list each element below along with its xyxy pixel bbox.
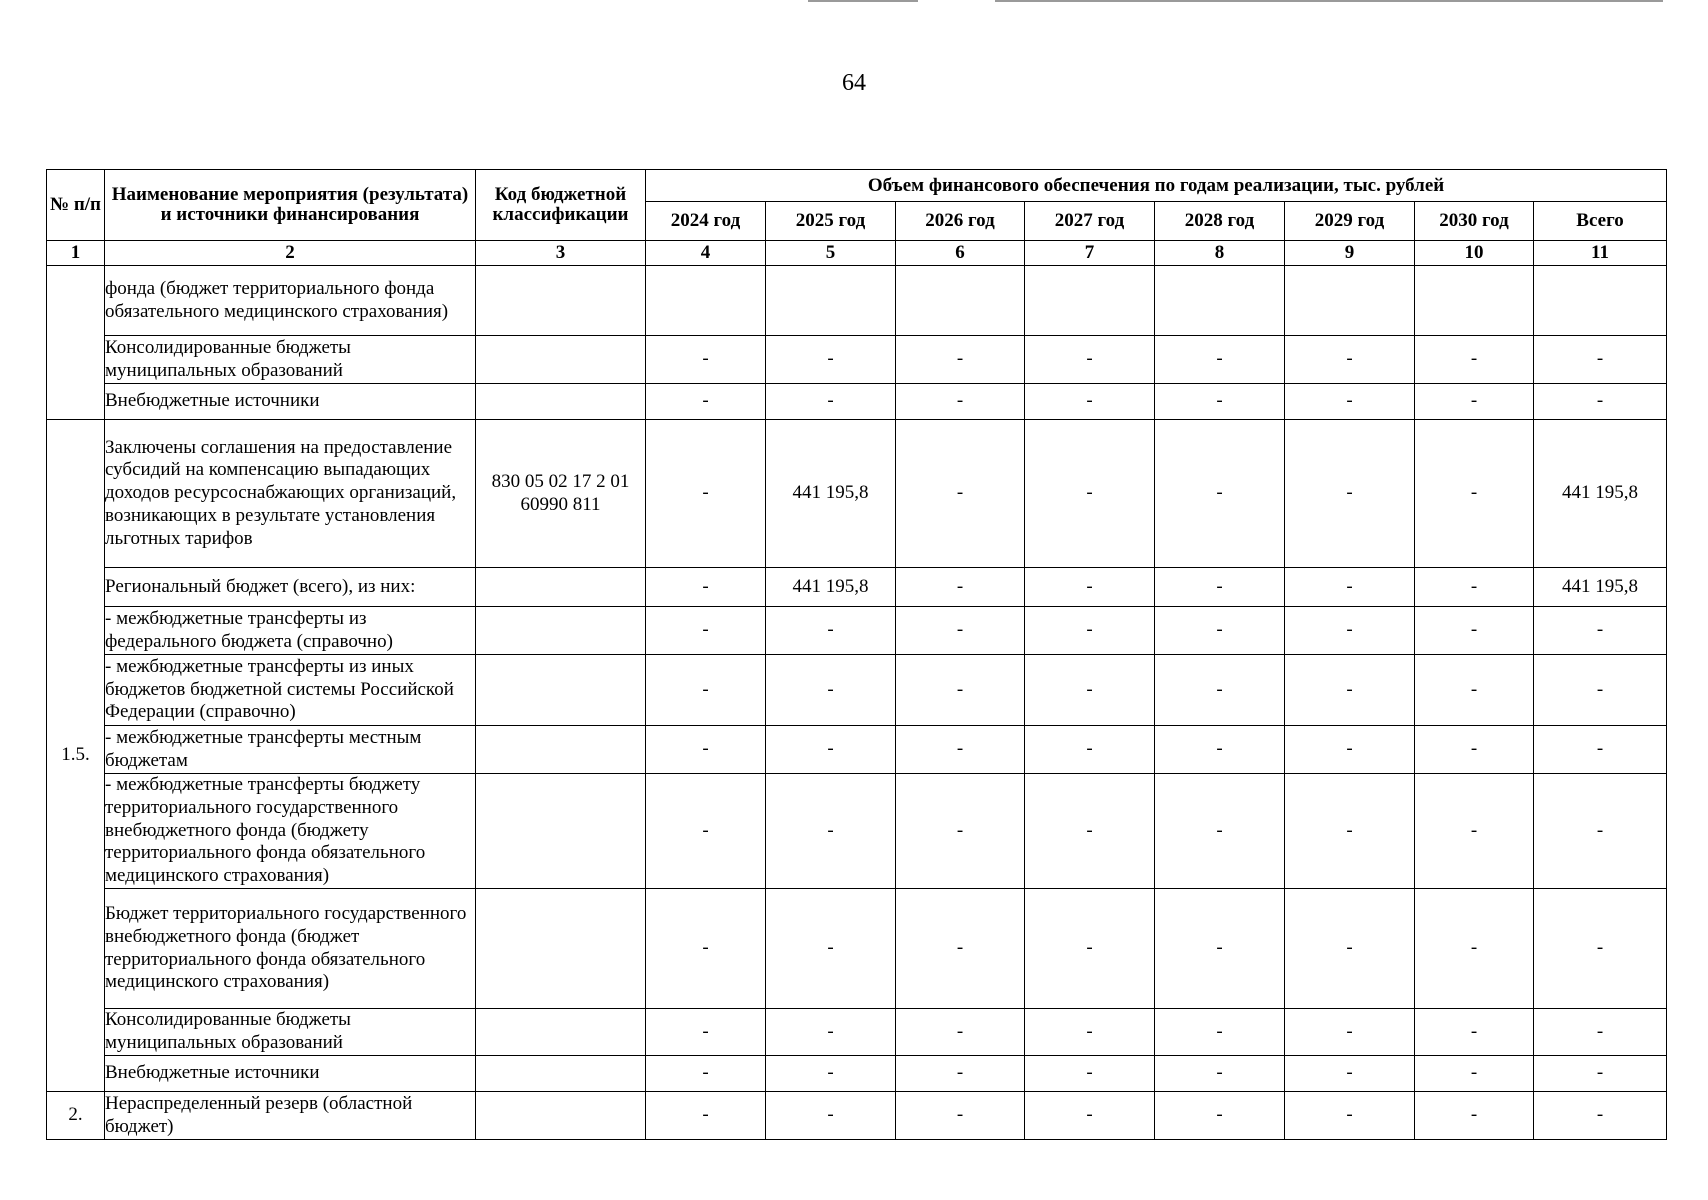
header-num: № п/п [47, 170, 105, 241]
column-number-row [47, 241, 1667, 266]
value-cell [896, 266, 1025, 336]
value-cell: - [646, 1056, 766, 1092]
header-year: 2027 год [1025, 202, 1155, 241]
value-cell: - [1155, 607, 1285, 655]
value-cell: - [1285, 384, 1415, 420]
value-cell: - [896, 568, 1025, 607]
value-cell: - [896, 420, 1025, 568]
row-name: Бюджет территориального государственного внебюджетного фонда (бюджет территориального фонда обязательного медицинского страхования) [105, 889, 476, 1009]
scan-line-right [995, 0, 1663, 2]
row-name: Заключены соглашения на предоставление субсидий на компенсацию выпадающих доходов ресурсоснабжающих организаций, возникающих в результате установления льготных тарифов [105, 420, 476, 568]
value-cell [1415, 266, 1534, 336]
value-cell: - [646, 889, 766, 1009]
row-name: Внебюджетные источники [105, 384, 476, 420]
value-cell: - [1415, 1092, 1534, 1140]
value-cell: - [646, 726, 766, 774]
column-number: 6 [896, 241, 1025, 266]
value-cell: - [1025, 774, 1155, 889]
header-year: 2029 год [1285, 202, 1415, 241]
value-cell: - [1155, 336, 1285, 384]
value-cell [1285, 266, 1415, 336]
value-cell: 441 195,8 [766, 568, 896, 607]
value-cell [766, 266, 896, 336]
value-cell: - [1415, 336, 1534, 384]
value-cell: - [896, 1009, 1025, 1056]
value-cell: - [896, 889, 1025, 1009]
value-cell: - [1534, 336, 1667, 384]
row-number: 2. [47, 1092, 105, 1140]
value-cell: - [1285, 1092, 1415, 1140]
value-cell: - [1025, 1056, 1155, 1092]
value-cell: - [646, 774, 766, 889]
value-cell: - [896, 655, 1025, 726]
value-cell: - [1415, 774, 1534, 889]
value-cell: - [896, 774, 1025, 889]
value-cell: - [1415, 1009, 1534, 1056]
row-code [476, 384, 646, 420]
table-row [47, 655, 1667, 726]
table-row [47, 726, 1667, 774]
value-cell [1025, 266, 1155, 336]
page-number: 64 [842, 70, 866, 96]
value-cell: - [1534, 384, 1667, 420]
value-cell: - [1155, 774, 1285, 889]
value-cell: - [1534, 889, 1667, 1009]
value-cell: - [1534, 1009, 1667, 1056]
table-row [47, 420, 1667, 568]
row-number [47, 266, 105, 420]
value-cell: - [1285, 607, 1415, 655]
value-cell: - [1285, 1056, 1415, 1092]
value-cell: - [766, 1092, 896, 1140]
value-cell: - [1415, 726, 1534, 774]
value-cell: - [1155, 384, 1285, 420]
row-code: 830 05 02 17 2 01 60990 811 [476, 420, 646, 568]
value-cell: - [646, 607, 766, 655]
value-cell: - [766, 1056, 896, 1092]
value-cell: - [1534, 1056, 1667, 1092]
column-number: 4 [646, 241, 766, 266]
value-cell: - [646, 420, 766, 568]
value-cell: - [766, 726, 896, 774]
column-number: 7 [1025, 241, 1155, 266]
table-row [47, 266, 1667, 336]
value-cell: - [1285, 568, 1415, 607]
value-cell: - [1415, 420, 1534, 568]
value-cell: - [1155, 889, 1285, 1009]
column-number: 5 [766, 241, 896, 266]
table-row [47, 336, 1667, 384]
value-cell: - [1155, 1092, 1285, 1140]
value-cell: - [1285, 655, 1415, 726]
row-code [476, 266, 646, 336]
value-cell: - [896, 726, 1025, 774]
value-cell: - [766, 655, 896, 726]
value-cell: - [1285, 336, 1415, 384]
table-row [47, 568, 1667, 607]
column-number: 3 [476, 241, 646, 266]
value-cell: - [1534, 774, 1667, 889]
value-cell: - [646, 384, 766, 420]
table-row [47, 1092, 1667, 1140]
value-cell: 441 195,8 [1534, 568, 1667, 607]
table-row [47, 774, 1667, 889]
value-cell: - [646, 1009, 766, 1056]
value-cell: - [1415, 655, 1534, 726]
scan-line-left [808, 0, 918, 2]
column-number: 11 [1534, 241, 1667, 266]
row-number: 1.5. [47, 420, 105, 1092]
header-year: 2024 год [646, 202, 766, 241]
value-cell: - [1025, 384, 1155, 420]
value-cell: - [1415, 1056, 1534, 1092]
value-cell: - [766, 384, 896, 420]
value-cell: - [1285, 1009, 1415, 1056]
value-cell: - [1285, 774, 1415, 889]
row-name: Нераспределенный резерв (областной бюджет) [105, 1092, 476, 1140]
value-cell: - [646, 568, 766, 607]
value-cell: - [896, 1056, 1025, 1092]
row-name: - межбюджетные трансферты местным бюджетам [105, 726, 476, 774]
value-cell: - [1534, 655, 1667, 726]
column-number: 8 [1155, 241, 1285, 266]
value-cell [646, 266, 766, 336]
value-cell: 441 195,8 [1534, 420, 1667, 568]
value-cell: - [1025, 726, 1155, 774]
table-row [47, 607, 1667, 655]
value-cell: - [766, 336, 896, 384]
row-code [476, 568, 646, 607]
header-total: Всего [1534, 202, 1667, 241]
header-year: 2028 год [1155, 202, 1285, 241]
row-name: - межбюджетные трансферты бюджету территориального государственного внебюджетного фонда (бюджету территориального фонда обязательного медицинского страхования) [105, 774, 476, 889]
row-name: Консолидированные бюджеты муниципальных образований [105, 336, 476, 384]
value-cell: - [1025, 655, 1155, 726]
value-cell: - [1155, 1009, 1285, 1056]
header-code: Код бюджетной классификации [476, 170, 646, 241]
value-cell: - [1534, 726, 1667, 774]
value-cell: - [766, 774, 896, 889]
value-cell: - [1415, 384, 1534, 420]
value-cell: - [1155, 655, 1285, 726]
value-cell: - [1285, 726, 1415, 774]
header-volume: Объем финансового обеспечения по годам реализации, тыс. рублей [646, 170, 1667, 202]
row-name: - межбюджетные трансферты из иных бюджетов бюджетной системы Российской Федерации (справочно) [105, 655, 476, 726]
value-cell: - [1025, 420, 1155, 568]
row-code [476, 1009, 646, 1056]
value-cell: - [766, 1009, 896, 1056]
column-number: 10 [1415, 241, 1534, 266]
value-cell: - [766, 889, 896, 1009]
value-cell: - [896, 607, 1025, 655]
value-cell: - [1534, 607, 1667, 655]
row-name: Региональный бюджет (всего), из них: [105, 568, 476, 607]
value-cell: 441 195,8 [766, 420, 896, 568]
value-cell: - [1025, 1092, 1155, 1140]
header-year: 2025 год [766, 202, 896, 241]
row-code [476, 336, 646, 384]
row-name: - межбюджетные трансферты из федерального бюджета (справочно) [105, 607, 476, 655]
row-code [476, 607, 646, 655]
column-number: 1 [47, 241, 105, 266]
value-cell [1155, 266, 1285, 336]
value-cell: - [1285, 889, 1415, 1009]
value-cell: - [766, 607, 896, 655]
value-cell: - [1534, 1092, 1667, 1140]
column-number: 2 [105, 241, 476, 266]
value-cell: - [1415, 889, 1534, 1009]
budget-table [46, 169, 1667, 1140]
row-code [476, 726, 646, 774]
value-cell: - [1285, 420, 1415, 568]
value-cell: - [1025, 1009, 1155, 1056]
value-cell: - [896, 1092, 1025, 1140]
row-name: Внебюджетные источники [105, 1056, 476, 1092]
value-cell: - [646, 655, 766, 726]
row-code [476, 655, 646, 726]
value-cell: - [1025, 607, 1155, 655]
value-cell: - [1025, 568, 1155, 607]
value-cell: - [1415, 607, 1534, 655]
row-name: фонда (бюджет территориального фонда обязательного медицинского страхования) [105, 266, 476, 336]
header-year: 2030 год [1415, 202, 1534, 241]
value-cell: - [646, 336, 766, 384]
table-row [47, 1056, 1667, 1092]
value-cell: - [1155, 1056, 1285, 1092]
value-cell: - [1155, 568, 1285, 607]
table-row [47, 889, 1667, 1009]
value-cell: - [896, 384, 1025, 420]
header-year: 2026 год [896, 202, 1025, 241]
value-cell: - [1155, 420, 1285, 568]
row-code [476, 889, 646, 1009]
table-row [47, 1009, 1667, 1056]
value-cell: - [1025, 889, 1155, 1009]
value-cell: - [646, 1092, 766, 1140]
table-row [47, 384, 1667, 420]
value-cell: - [1025, 336, 1155, 384]
header-name: Наименование мероприятия (результата) и источники финансирования [105, 170, 476, 241]
column-number: 9 [1285, 241, 1415, 266]
value-cell: - [896, 336, 1025, 384]
value-cell: - [1155, 726, 1285, 774]
row-code [476, 1092, 646, 1140]
row-code [476, 774, 646, 889]
row-code [476, 1056, 646, 1092]
value-cell: - [1415, 568, 1534, 607]
row-name: Консолидированные бюджеты муниципальных образований [105, 1009, 476, 1056]
value-cell [1534, 266, 1667, 336]
